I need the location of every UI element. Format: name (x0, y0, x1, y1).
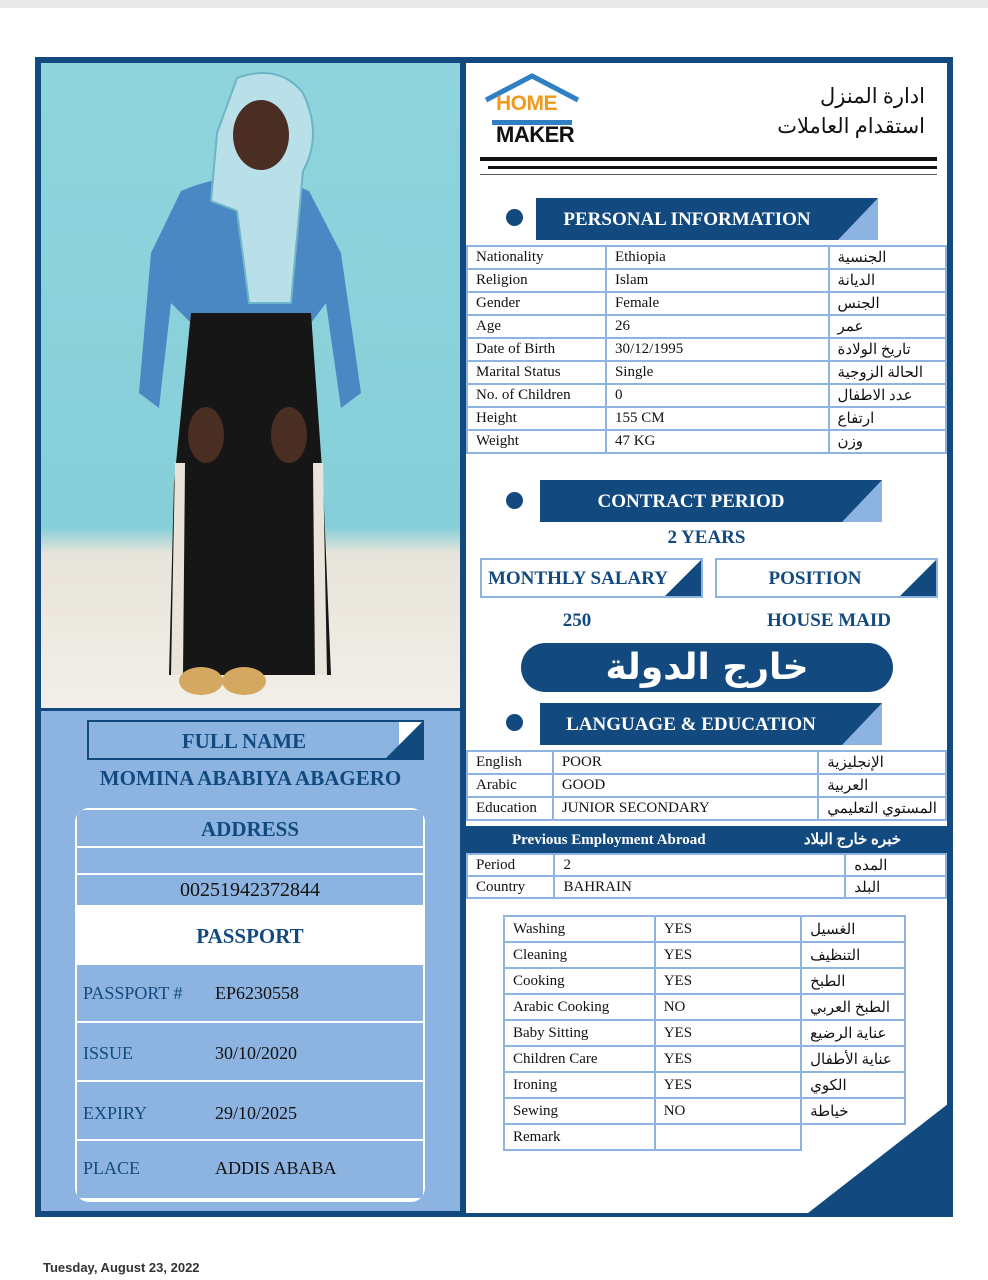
cell-value: Female (606, 292, 829, 315)
issue-value: 30/10/2020 (215, 1043, 298, 1063)
cell-arabic: العربية (818, 774, 946, 797)
header-corner-triangle (842, 703, 882, 745)
personal-information-table (466, 245, 947, 454)
position-header (715, 558, 938, 598)
cell-arabic: ارتفاع (829, 407, 946, 430)
table-row (467, 269, 946, 292)
language-education-header (540, 703, 882, 745)
cell-label: Education (467, 797, 553, 820)
table-row (504, 942, 905, 968)
cell-arabic: الحالة الزوجية (829, 361, 946, 384)
monthly-salary-label: MONTHLY SALARY (487, 568, 669, 589)
cell-label: Age (467, 315, 606, 338)
cell-arabic: الطبخ (801, 968, 905, 994)
cell-label: Period (467, 854, 554, 876)
remark-value (655, 1124, 801, 1150)
cell-value: YES (655, 1020, 801, 1046)
cell-value: Single (606, 361, 829, 384)
table-row (467, 430, 946, 453)
cell-value: Islam (606, 269, 829, 292)
table-row (467, 751, 946, 774)
address-label: ADDRESS (200, 817, 300, 841)
cell-label: Cleaning (504, 942, 655, 968)
cell-value: Ethiopia (606, 246, 829, 269)
header-corner-triangle (838, 198, 878, 240)
position-value: HOUSE MAID (766, 610, 892, 631)
personal-information-title: PERSONAL INFORMATION (563, 209, 811, 230)
cell-value: YES (655, 916, 801, 942)
full-name-header (87, 720, 424, 760)
logo-text-maker: MAKER (496, 122, 575, 147)
cell-arabic: عناية الأطفال (801, 1046, 905, 1072)
print-date: Tuesday, August 23, 2022 (43, 1260, 200, 1275)
candidate-photo (41, 63, 460, 708)
header-corner-triangle (842, 480, 882, 522)
table-row (467, 246, 946, 269)
cell-label: Date of Birth (467, 338, 606, 361)
cell-value: 30/12/1995 (606, 338, 829, 361)
table-row (504, 968, 905, 994)
header-corner-triangle (900, 560, 936, 596)
phone-row (77, 875, 423, 905)
passport-number-label: PASSPORT # (83, 983, 183, 1003)
full-name-value: MOMINA ABABIYA ABAGERO (99, 766, 402, 790)
cell-label: Religion (467, 269, 606, 292)
cell-value: NO (655, 994, 801, 1020)
cell-label: Weight (467, 430, 606, 453)
position-label: POSITION (768, 568, 862, 589)
expiry-label: EXPIRY (83, 1103, 148, 1123)
cell-arabic: التنظيف (801, 942, 905, 968)
cell-label: Gender (467, 292, 606, 315)
table-row (504, 1072, 905, 1098)
cell-value: 47 KG (606, 430, 829, 453)
cell-value: BAHRAIN (554, 876, 845, 898)
monthly-salary-header (480, 558, 703, 598)
place-label: PLACE (83, 1158, 141, 1178)
header-rule (480, 174, 937, 175)
cell-label: Ironing (504, 1072, 655, 1098)
cell-arabic: وزن (829, 430, 946, 453)
arabic-title-line1: ادارة المنزل (820, 84, 925, 108)
remark-label: Remark (504, 1124, 655, 1150)
top-edge (0, 0, 988, 8)
header-corner-triangle (386, 722, 422, 758)
monthly-salary-value: 250 (562, 610, 592, 631)
header-rule (480, 157, 937, 161)
table-row (504, 1020, 905, 1046)
cell-value: YES (655, 968, 801, 994)
cell-arabic: الطبخ العربي (801, 994, 905, 1020)
section-bullet (506, 492, 523, 509)
table-row (467, 797, 946, 820)
cell-label: Country (467, 876, 554, 898)
table-row (467, 407, 946, 430)
cell-value: 2 (554, 854, 845, 876)
language-education-table (466, 750, 947, 821)
table-row (504, 1046, 905, 1072)
cell-arabic: الجنس (829, 292, 946, 315)
full-name-label: FULL NAME (89, 722, 399, 758)
cell-value: 155 CM (606, 407, 829, 430)
cell-arabic: البلد (845, 876, 946, 898)
cell-arabic: تاريخ الولادة (829, 338, 946, 361)
table-row (467, 774, 946, 797)
contract-period-header (540, 480, 882, 522)
cell-value: YES (655, 1072, 801, 1098)
cell-arabic: الغسيل (801, 916, 905, 942)
cell-value: NO (655, 1098, 801, 1124)
cell-arabic: الإنجليزية (818, 751, 946, 774)
cell-arabic: المستوي التعليمي (818, 797, 946, 820)
language-education-title: LANGUAGE & EDUCATION (566, 714, 816, 735)
arabic-title-line2: استقدام العاملات (777, 114, 925, 138)
cell-label: Children Care (504, 1046, 655, 1072)
cell-label: Nationality (467, 246, 606, 269)
cell-label: Arabic Cooking (504, 994, 655, 1020)
address-header (77, 810, 423, 846)
page-corner-triangle (808, 1100, 953, 1213)
issue-row (77, 1023, 423, 1080)
expiry-value: 29/10/2025 (215, 1103, 298, 1123)
table-row (467, 876, 946, 898)
address-line (77, 848, 423, 873)
logo-text-home: HOME (496, 92, 557, 115)
header-rule (488, 166, 937, 169)
table-row (467, 292, 946, 315)
table-row (467, 854, 946, 876)
previous-employment-title-arabic: خبره خارج البلاد (803, 832, 901, 848)
issue-label: ISSUE (83, 1043, 134, 1063)
table-row (467, 384, 946, 407)
contract-period-value: 2 YEARS (667, 527, 746, 548)
table-row (504, 916, 905, 942)
cell-arabic: عناية الرضيع (801, 1020, 905, 1046)
passport-header: PASSPORT (196, 924, 304, 948)
cell-label: Washing (504, 916, 655, 942)
previous-employment-header (466, 826, 947, 853)
cell-label: Cooking (504, 968, 655, 994)
passport-number-value: EP6230558 (215, 983, 300, 1003)
cell-label: English (467, 751, 553, 774)
candidate-figure-illustration (41, 63, 460, 708)
cell-label: Arabic (467, 774, 553, 797)
previous-employment-title: Previous Employment Abroad (512, 832, 706, 848)
header-corner-triangle (665, 560, 701, 596)
cell-label: Marital Status (467, 361, 606, 384)
table-row (467, 338, 946, 361)
table-row (467, 361, 946, 384)
cell-value: YES (655, 1046, 801, 1072)
previous-employment-table (466, 853, 947, 899)
cell-label: No. of Children (467, 384, 606, 407)
passport-number-row (77, 965, 423, 1021)
place-value: ADDIS ABABA (215, 1158, 337, 1178)
section-bullet (506, 714, 523, 731)
cell-value: GOOD (553, 774, 818, 797)
cell-value: YES (655, 942, 801, 968)
table-row (467, 315, 946, 338)
cell-value: POOR (553, 751, 818, 774)
phone-number: 00251942372844 (180, 879, 320, 901)
table-row (504, 994, 905, 1020)
cell-value: 26 (606, 315, 829, 338)
cell-value: 0 (606, 384, 829, 407)
cell-value: JUNIOR SECONDARY (553, 797, 818, 820)
outside-country-banner: خارج الدولة (521, 643, 893, 692)
cell-arabic: خياطة (801, 1098, 905, 1124)
place-row (77, 1141, 423, 1198)
cell-arabic: الديانة (829, 269, 946, 292)
cell-label: Sewing (504, 1098, 655, 1124)
contract-period-title: CONTRACT PERIOD (597, 491, 785, 512)
personal-information-header (536, 198, 878, 240)
cell-arabic: عمر (829, 315, 946, 338)
cell-arabic: الكوي (801, 1072, 905, 1098)
cell-label: Baby Sitting (504, 1020, 655, 1046)
cell-arabic: عدد الاطفال (829, 384, 946, 407)
section-bullet (506, 209, 523, 226)
address-passport-card (75, 808, 425, 1202)
cell-arabic: المده (845, 854, 946, 876)
cell-arabic: الجنسية (829, 246, 946, 269)
cell-label: Height (467, 407, 606, 430)
expiry-row (77, 1082, 423, 1139)
